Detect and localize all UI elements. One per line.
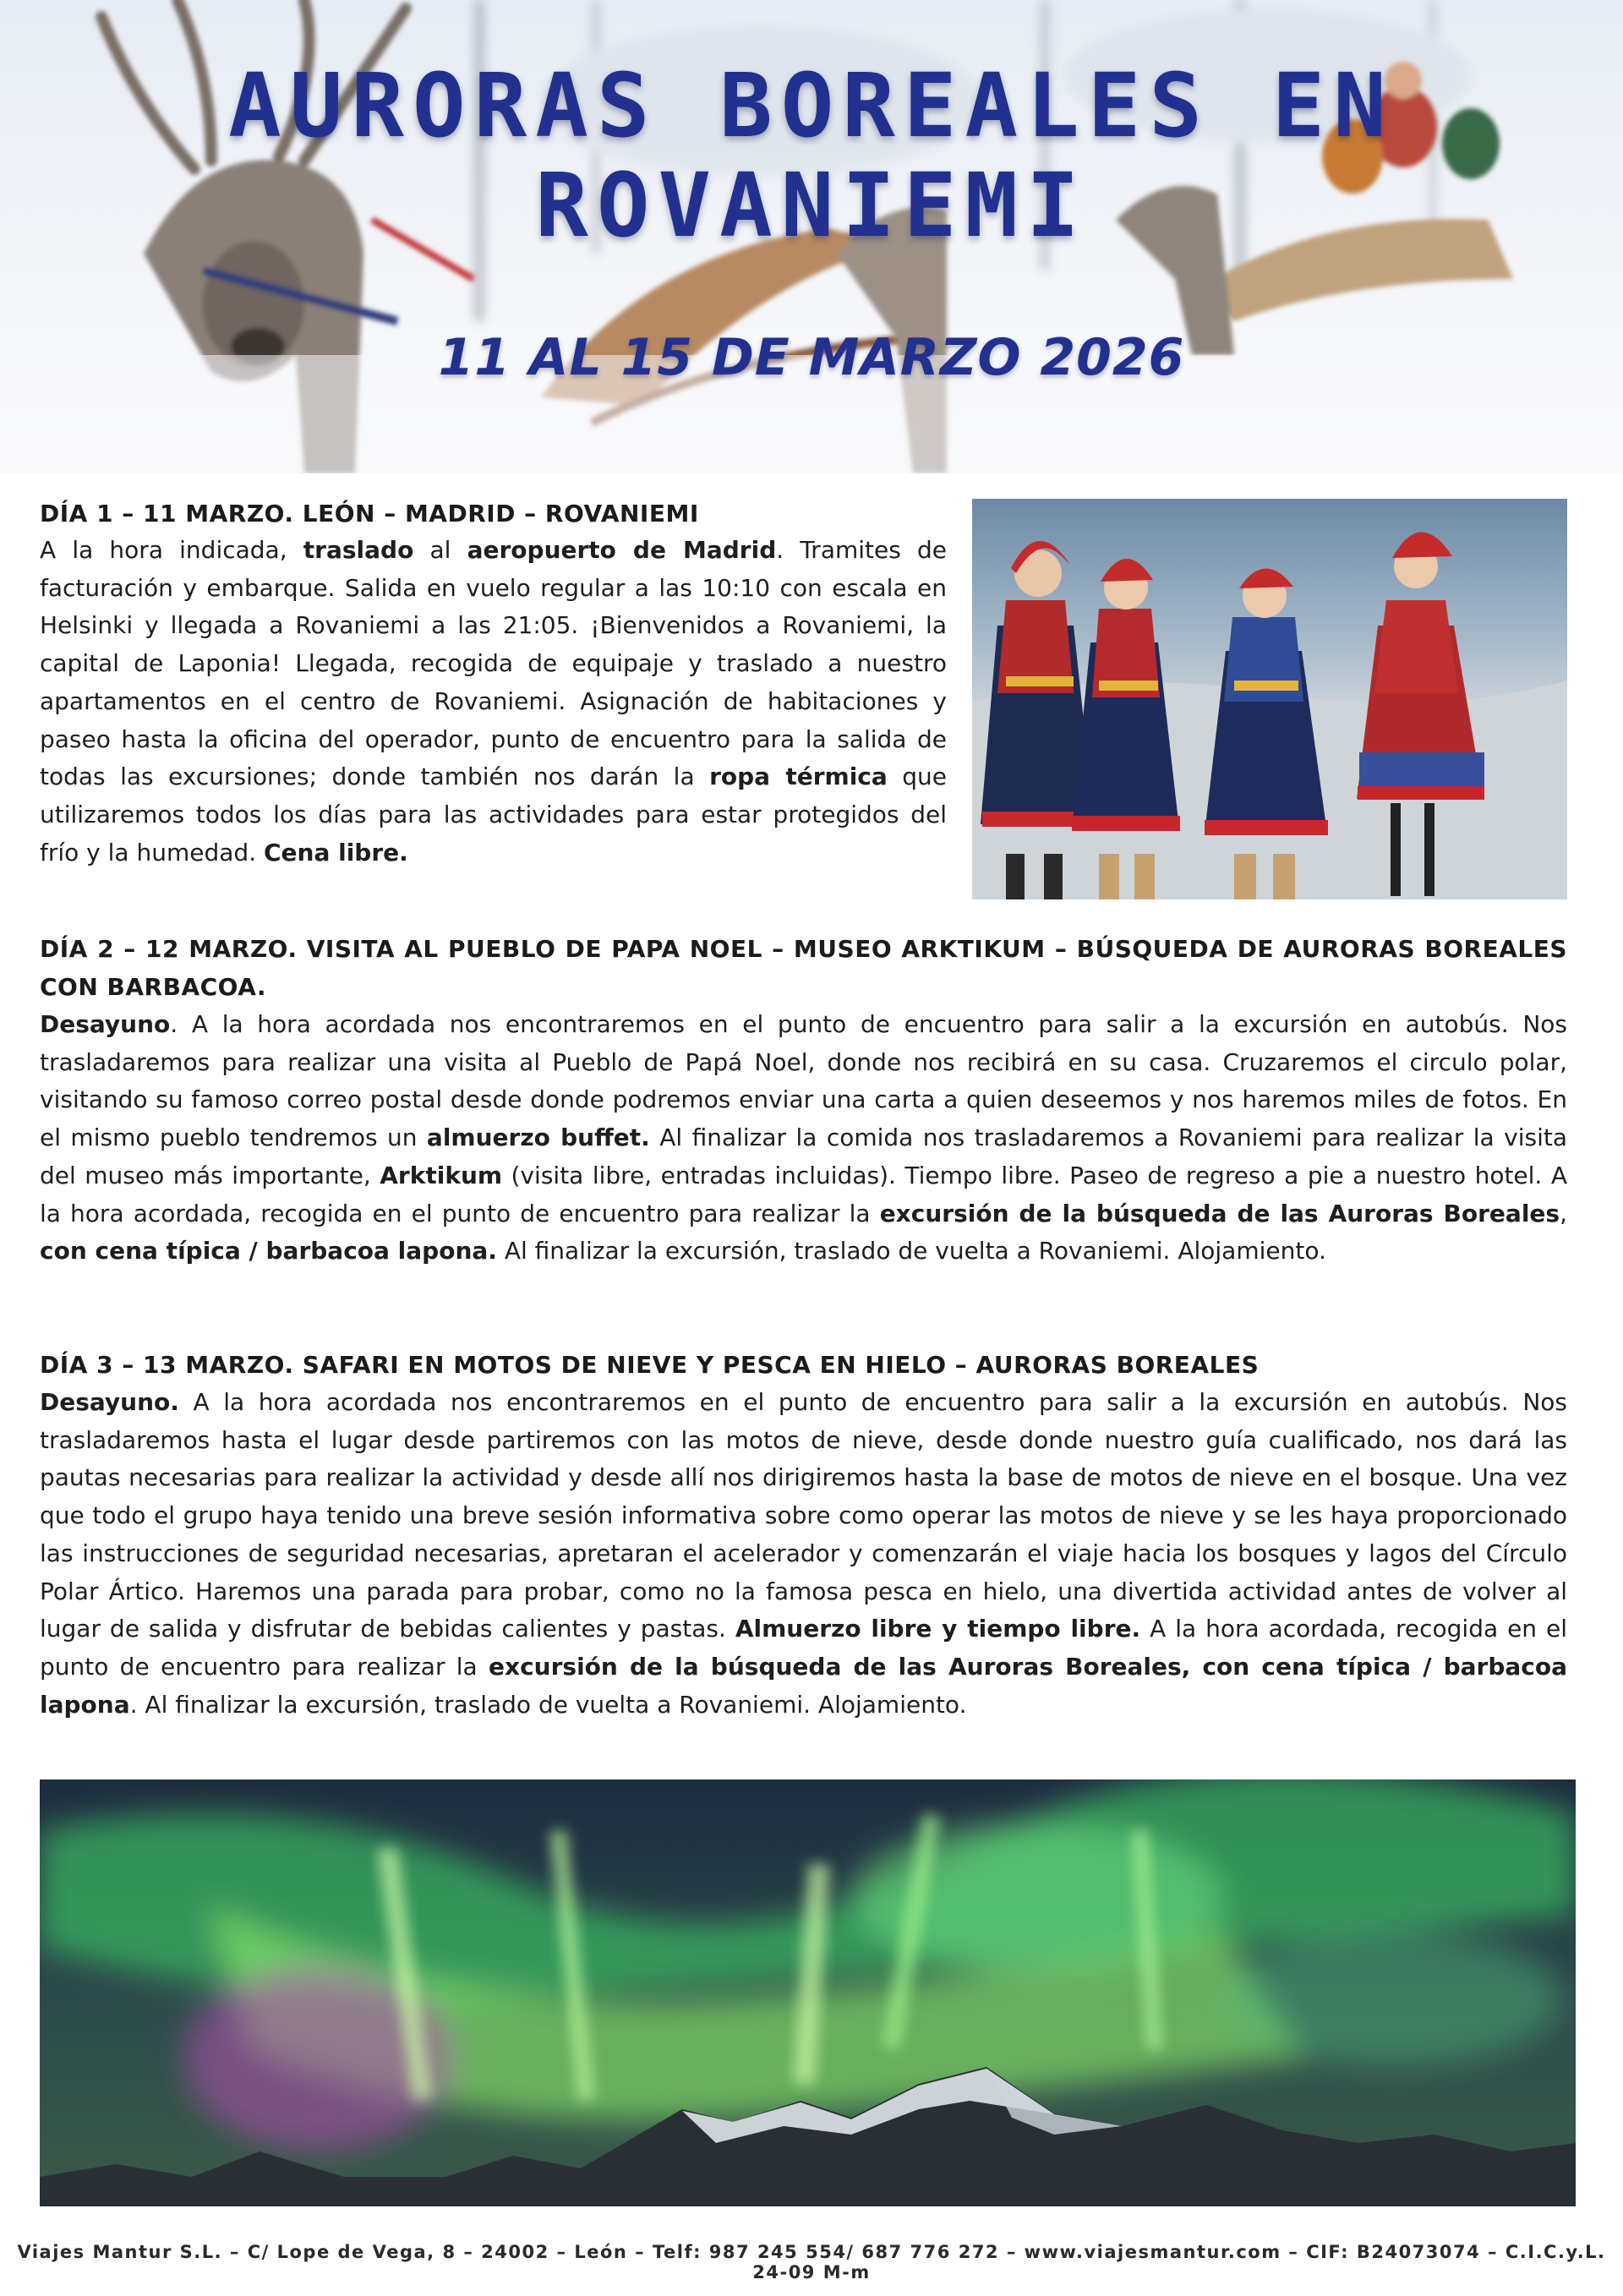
title-line-1: AURORAS BOREALES EN: [228, 54, 1395, 157]
hero-banner: [0, 0, 1623, 473]
bold-text-run: Almuerzo libre y tiempo libre.: [735, 1615, 1141, 1643]
text-run: . Al finalizar la excursión, traslado de vuelta a Rovaniemi. Alojamiento.: [129, 1690, 967, 1719]
trip-dates: 11 AL 15 DE MARZO 2026: [438, 328, 1185, 387]
northern-lights-photo: [40, 1779, 1576, 2206]
company-footer: Viajes Mantur S.L. – C/ Lope de Vega, 8 – 24002 – León – Telf: 987 245 554/ 687 776 272 – www.viajesmantur.com – CIF: B24073074 – C.I.C.y.L. 24-09 M-m: [17, 2242, 1606, 2282]
day-1-description: [40, 532, 947, 872]
text-run: . Tramites de facturación y embarque. Salida en vuelo regular a las 10:10 con escala en Helsinki y llegada a Rovaniemi a las 21:05. ¡Bienvenidos a Rovaniemi, la capital de Laponia! Llegada, recogida de equipaje y traslado a nuestro apartamentos en el centro de Rovaniemi. Asignación de habitaciones y paseo hasta la oficina del operador, punto de encuentro para la salida de todas las excursiones; donde también nos darán la: [40, 536, 947, 791]
day-2-title: DÍA 2 – 12 MARZO. VISITA AL PUEBLO DE PAPA NOEL – MUSEO ARKTIKUM – BÚSQUEDA DE AURORAS BOREALES CON BARBACOA.: [40, 935, 1567, 1001]
text-run: A la hora acordada, recogida en el punto de encuentro para realizar la: [40, 1615, 1567, 1681]
text-run: . A la hora acordada nos encontraremos en el punto de encuentro para salir a la excursión en autobús. Nos trasladaremos para realizar una visita al Pueblo de Papá Noel, donde nos recibirá en su casa. Cruzaremos el circulo polar, visitando su famoso correo postal desde donde podremos enviar una carta a quien deseemos y nos haremos miles de fotos. En el mismo pueblo tendremos un: [40, 1010, 1567, 1152]
page-title: [0, 56, 1623, 255]
bold-text-run: almuerzo buffet.: [426, 1123, 650, 1152]
text-run: (visita libre, entradas incluidas). Tiempo libre. Paseo de regreso a pie a nuestro hotel. A la hora acordada, recogida en el punto de encuentro para realizar la: [40, 1161, 1567, 1227]
bold-text-run: Desayuno: [40, 1010, 171, 1038]
sami-women-image: [972, 499, 1567, 899]
text-run: Al finalizar la comida nos trasladaremos a Rovaniemi para realizar la visita del museo más importante,: [40, 1123, 1567, 1189]
text-run: A la hora acordada nos encontraremos en el punto de encuentro para salir a la excursión en autobús. Nos trasladaremos hasta el lugar desde partiremos con las motos de nieve, desde donde nuestro guía cualificado, nos dará las pautas necesarias para realizar la actividad y desde allí nos dirigiremos hasta la base de motos de nieve en el bosque. Una vez que todo el grupo haya tenido una breve sesión informativa sobre como operar las motos de nieve y se les haya proporcionado las instrucciones de seguridad necesarias, apretaran el acelerador y comenzarán el viaje hacia los bosques y lagos del Círculo Polar Ártico. Haremos una parada para probar, como no la famosa pesca en hielo, una divertida actividad antes de volver al lugar de salida y disfrutar de bebidas calientes y pastas.: [40, 1388, 1567, 1643]
bold-text-run: con cena típica / barbacoa lapona.: [40, 1237, 497, 1266]
day-3-title: DÍA 3 – 13 MARZO. SAFARI EN MOTOS DE NIEVE Y PESCA EN HIELO – AURORAS BOREALES: [40, 1351, 1260, 1379]
text-run: ,: [1560, 1199, 1567, 1227]
day-2-description: [40, 1006, 1567, 1271]
sami-women-photo: [972, 499, 1567, 899]
text-run: Al finalizar la excursión, traslado de vuelta a Rovaniemi. Alojamiento.: [496, 1237, 1326, 1266]
bold-text-run: traslado: [303, 536, 414, 564]
bold-text-run: Cena libre.: [264, 838, 408, 866]
bold-text-run: excursión de la búsqueda de las Auroras Boreales, con cena típica / barbacoa lapona: [40, 1652, 1567, 1719]
day-3-description: [40, 1384, 1567, 1724]
bold-text-run: excursión de la búsqueda de las Auroras Boreales: [879, 1199, 1560, 1227]
text-run: que utilizaremos todos los días para las actividades para estar protegidos del frío y la humedad.: [40, 763, 947, 866]
title-line-2: ROVANIEMI: [535, 154, 1088, 257]
bold-text-run: Arktikum: [380, 1161, 503, 1189]
text-run: A la hora indicada,: [40, 536, 303, 564]
bold-text-run: Desayuno.: [40, 1388, 179, 1416]
aurora-image: [40, 1779, 1576, 2206]
text-run: al: [413, 536, 467, 564]
day-1-title: DÍA 1 – 11 MARZO. LEÓN – MADRID – ROVANIEMI: [40, 500, 699, 528]
bold-text-run: ropa térmica: [709, 763, 888, 791]
bold-text-run: aeropuerto de Madrid: [467, 536, 777, 564]
